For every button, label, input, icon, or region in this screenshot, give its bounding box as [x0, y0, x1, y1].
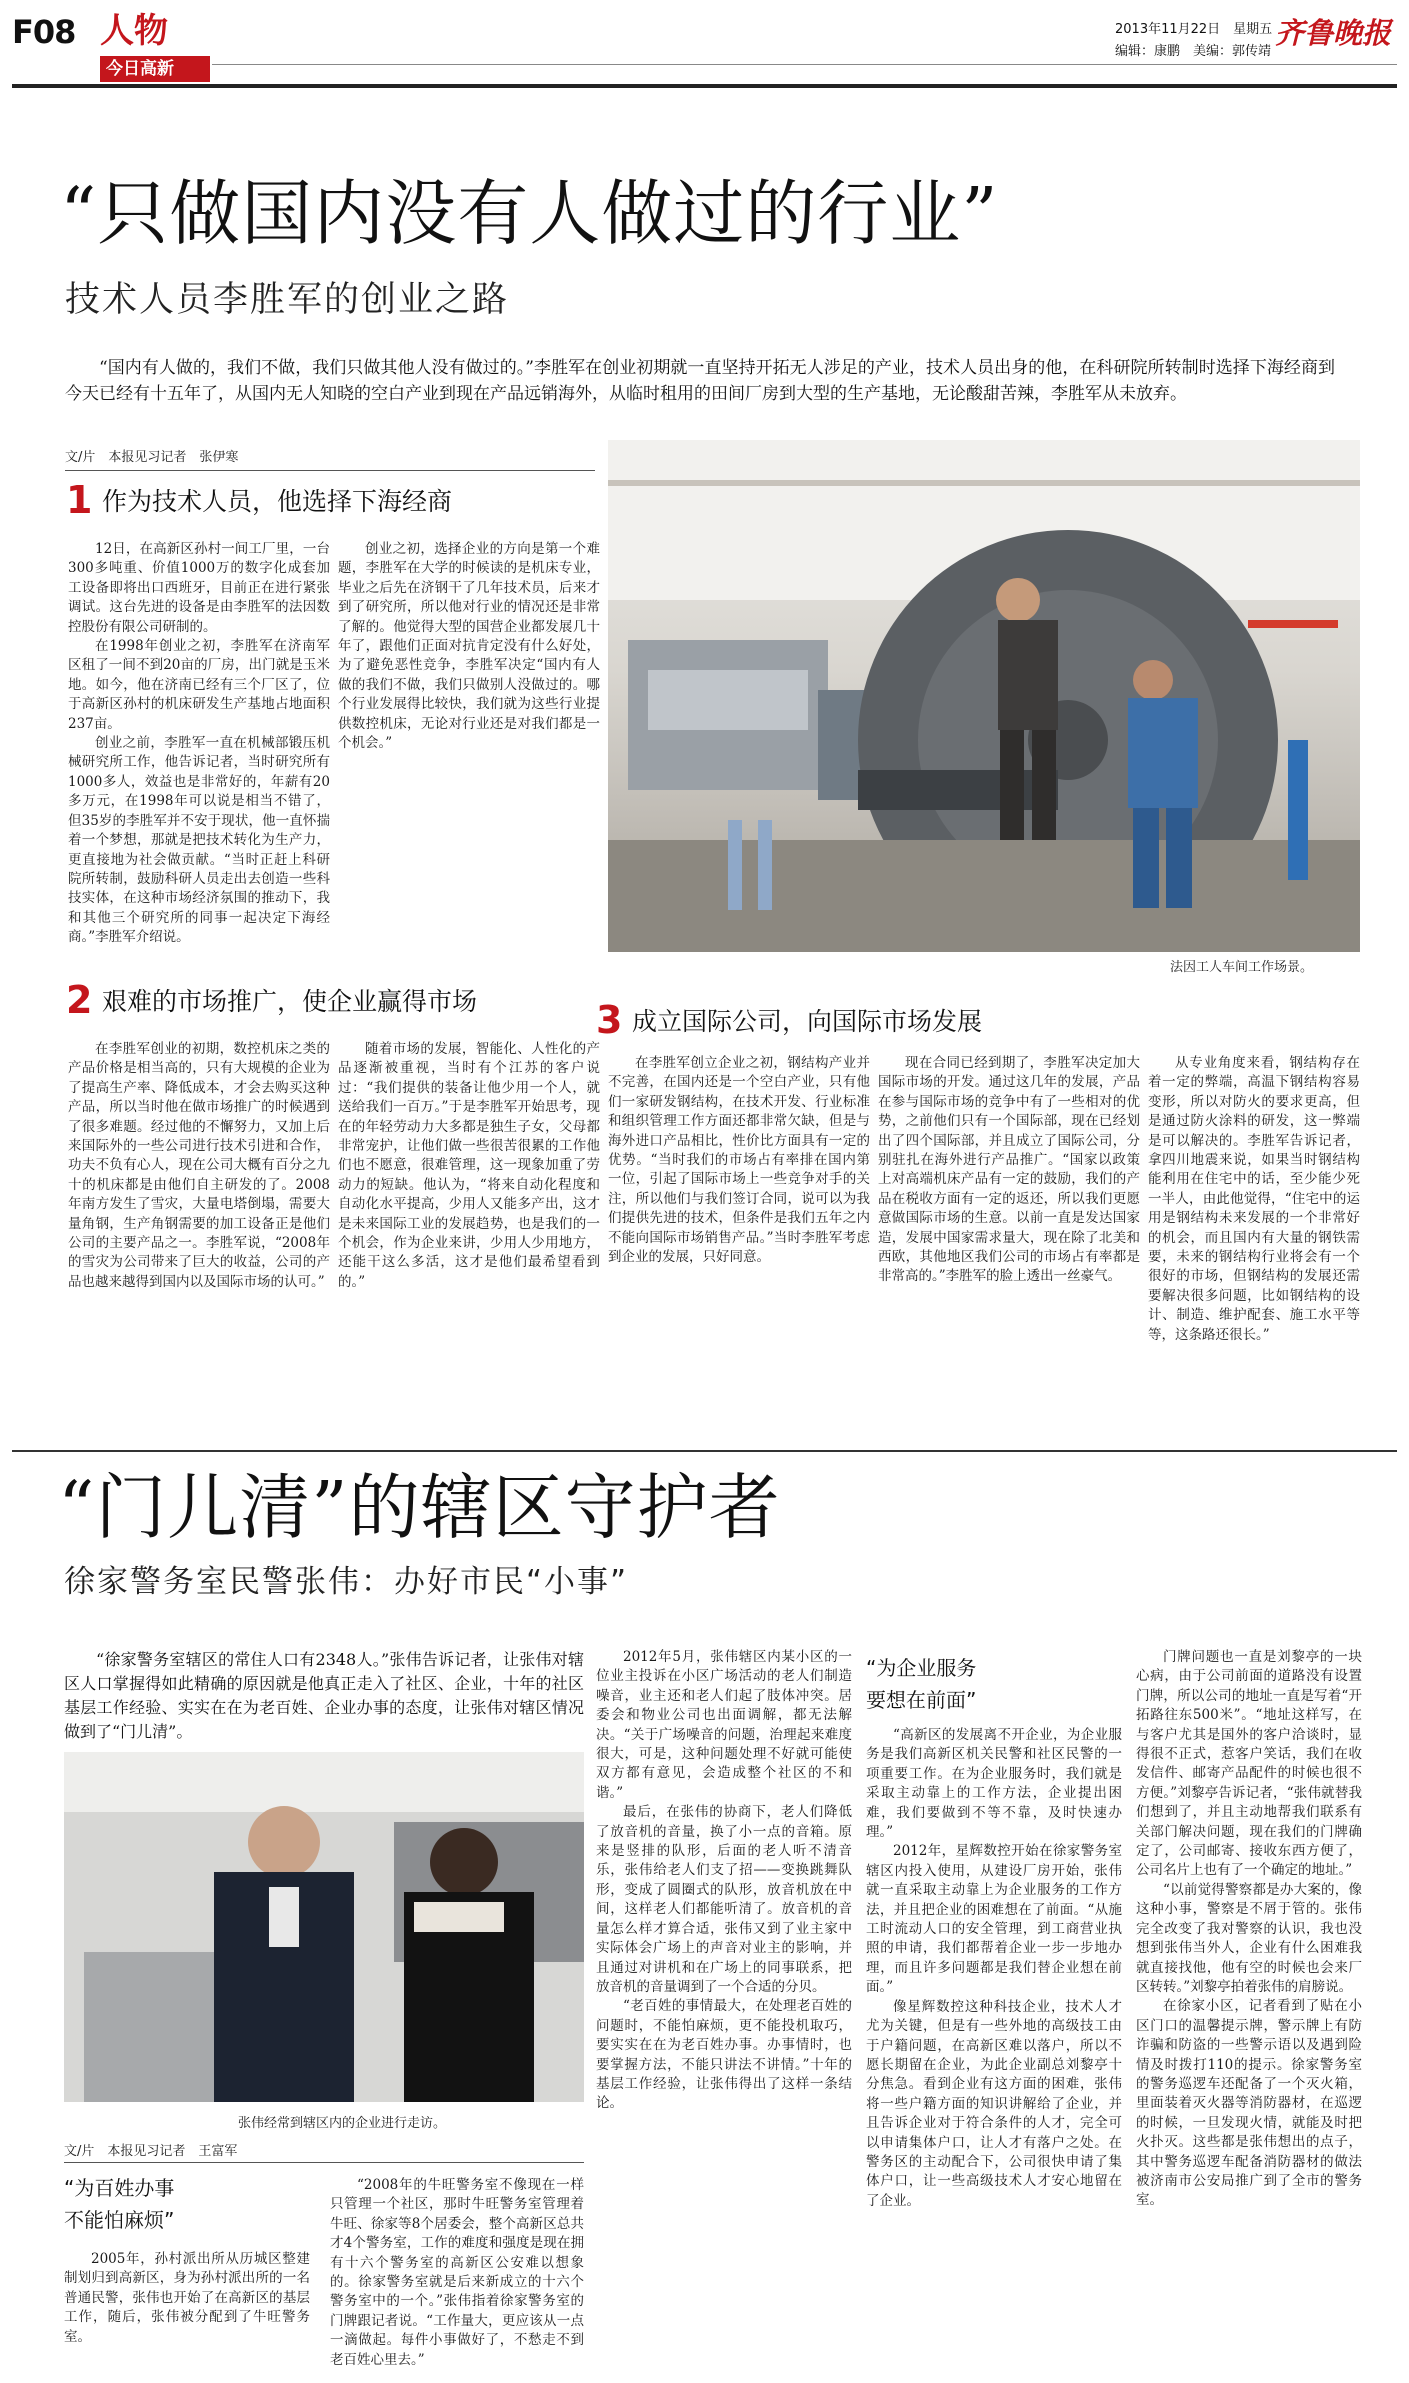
section1-col1 — [68, 540, 330, 950]
paragraph: 2012年5月，张伟辖区内某小区的一位业主投诉在小区广场活动的老人们制造噪音，业主还和老人们起了肢体冲突。居委会和物业公司也出面调解，都无法解决。“关于广场噪音的问题，治理起来难度很大，可是，这种问题处理不好就可能使双方都有意见，会造成整个社区的不和谐。” — [596, 1649, 852, 1801]
paragraph: “以前觉得警察都是办大案的，像这种小事，警察是不屑于管的。张伟完全改变了我对警察的认识，我也没想到张伟当外人，企业有什么困难我就直接找他，他有空的时候也会来厂区转转。”刘黎亭拍着张伟的肩膀说。 — [1136, 1881, 1362, 1995]
paragraph: 在徐家小区，记者看到了贴在小区门口的温馨提示牌，警示牌上有防诈骗和防盗的一些警示语以及遇到险情及时拨打110的提示。徐家警务室的警务巡逻车还配备了一个灭火箱，里面装着灭火器等消防器材，在巡逻的时候，一旦发现火情，就能及时把火扑灭。这些都是张伟想出的点子，其中警务巡逻车配备消防器材的做法被济南市公安局推广到了全市的警务室。 — [1136, 1998, 1362, 2209]
paragraph: 2005年，孙村派出所从历城区整建制划归到高新区，身为孙村派出所的一名普通民警，张伟也开始了在高新区的基层工作，随后，张伟被分配到了牛旺警务室。 — [64, 2251, 310, 2345]
story1-subheadline: 技术人员李胜军的创业之路 — [65, 280, 510, 320]
paragraph: 像星辉数控这种科技企业，技术人才尤为关键，但是有一些外地的高级技工由于户籍问题，在高新区难以落户，所以不愿长期留在企业，为此企业副总刘黎亭十分焦急。看到企业有这方面的困难，张伟将一些户籍方面的知识讲解给了企业，并且告诉企业对于符合条件的人才，完全可以申请集体户口，让人才有落户之处。在警务区的主动配合下，公司很快申请了集体户口，让一些高级技术人才安心地留在了企业。 — [866, 1998, 1122, 2209]
story2-byline: 文/片 本报见习记者 王富军 — [64, 2144, 238, 2159]
section3-col2 — [878, 1054, 1140, 1440]
police-scene-icon — [64, 1752, 584, 2102]
section1-title: 作为技术人员，他选择下海经商 — [102, 487, 453, 516]
paragraph: 在李胜军创业的初期，数控机床之类的产品价格是相当高的，只有大规模的企业为了提高生产率、降低成本，才会去购买这种产品，所以当时他在做市场推广的时候遇到了很多难题。经过他的不懈努力，又加上后来国际外的一些公司进行技术引进和合作，功夫不负有心人，现在公司大概有百分之九十的机床都是由他们自主研发的了。2008年南方发生了雪灾，大量电塔倒塌，需要大量角钢，生产角钢需要的加工设备正是他们公司的主要产品之一。李胜军说，“2008年的雪灾为公司带来了巨大的收益，公司的产品也越来越得到国内以及国际市场的认可。” — [68, 1041, 330, 1290]
story2-col1 — [64, 2250, 310, 2374]
page-code: F08 — [12, 13, 76, 51]
paragraph: 门牌问题也一直是刘黎亭的一块心病，由于公司前面的道路没有设置门牌，所以公司的地址一直是写着“开拓路往东500米”。“地址这样写，在与客户尤其是国外的客户洽谈时，显得很不正式，惹客户笑话，我们在收发信件、邮寄产品配件的时候也很不方便。”刘黎亭告诉记者，“张伟就替我们想到了，并且主动地帮我们联系有关部门解决问题，现在我们的门牌确定了，公司邮寄、接收东西方便了，公司名片上也有了一个确定的地址。” — [1136, 1649, 1362, 1879]
paragraph: 从专业角度来看，钢结构存在着一定的弊端，高温下钢结构容易变形，所以对防火的要求更高，但是通过防火涂料的研发，这一弊端是可以解决的。李胜军告诉记者，拿四川地震来说，如果当时钢结构能利用在住宅中的话，至少能少死一半人，由此他觉得，“住宅中的运用是钢结构未来发展的一个非常好的机会，而且国内有大量的钢铁需要，未来的钢结构行业将会有一个很好的市场，但钢结构的发展还需要解决很多问题，比如钢结构的设计、制造、维护配套、施工水平等等，这条路还很长。” — [1148, 1055, 1360, 1343]
subhead-a-line1: “为百姓办事 — [64, 2176, 175, 2200]
section3-col3 — [1148, 1054, 1360, 1440]
story2-col3 — [596, 1648, 852, 2374]
paragraph: “2008年的牛旺警务室不像现在一样只管理一个社区，那时牛旺警务室管理着牛旺、徐家等8个居委会，整个高新区总共才4个警务室，工作的难度和强度是现在拥有十六个警务室的高新区公安难以想象的。徐家警务室就是后来新成立的十六个警务室中的一个。”张伟指着徐家警务室的门牌跟记者说。“工作量大，更应该从一点一滴做起。每件小事做好了，不愁走不到老百姓心里去。” — [330, 2177, 584, 2368]
section3-title: 成立国际公司，向国际市场发展 — [632, 1007, 983, 1036]
paragraph: 最后，在张伟的协商下，老人们降低了放音机的音量，换了小一点的音箱。原来是竖排的队形，后面的老人听不清音乐，张伟给老人们支了招——变换跳舞队形，变成了圆圈式的队形，放音机放在中间，这样老人们都能听清了。放音机的音量怎么样才算合适，张伟又到了业主家中实际体会广场上的声音对业主的影响，并且通过对讲机和在广场上的同事联系，把放音机的音量调到了一个合适的分贝。 — [596, 1804, 852, 1995]
header-rule-thin — [212, 64, 1397, 65]
story2-headline: “门儿清”的辖区守护者 — [58, 1466, 781, 1549]
section2-col2 — [338, 1040, 600, 1440]
subhead-b-line1: “为企业服务 — [866, 1656, 977, 1680]
story1-lead: “国内有人做的，我们不做，我们只做其他人没有做过的。”李胜军在创业初期就一直坚持开拓无人涉足的产业，技术人员出身的他，在科研院所转制时选择下海经商到今天已经有十五年了，从国内无人知晓的空白产业到现在产品远销海外，从临时租用的田间厂房到大型的生产基地，无论酸甜苦辣，李胜军从未放弃。 — [65, 358, 1335, 404]
story2-byline-rule — [64, 2162, 584, 2163]
story2-col5 — [1136, 1648, 1362, 2374]
section-subtitle: 今日高新 — [106, 59, 174, 79]
paragraph: 现在合同已经到期了，李胜军决定加大国际市场的开发。通过这几年的发展，产品在参与国际市场的竞争中有了一些相对的优势，之前他们只有一个国际部，现在已经划出了四个国际部，并且成立了国际公司，分别驻扎在海外进行产品推广。“国家以政策上对高端机床产品有一定的鼓励，我们的产品在税收方面有一定的返还，所以我们更愿意做国际市场的生意。以前一直是发达国家造，发展中国家需求量大，现在除了北美和西欧，其他地区我们公司的市场占有率都是非常高的。”李胜军的脸上透出一丝豪气。 — [878, 1055, 1140, 1285]
section-subtitle-tab — [100, 56, 210, 82]
paragraph: 创业之前，李胜军一直在机械部锻压机械研究所工作，他告诉记者，当时研究所有1000多人，效益也是非常好的，年薪有20多万元，在1998年可以说是相当不错了，但35岁的李胜军并不安于现状，他一直怀揣着一个梦想，那就是把技术转化为生产力，更直接地为社会做贡献。“当时正赶上科研院所转制，鼓励科研人员走出去创造一些科技实体，在这种市场经济氛围的推动下，我和其他三个研究所的同事一起决定下海经商。”李胜军介绍说。 — [68, 735, 330, 946]
section-title: 人物 — [100, 11, 168, 51]
story1-headline: “只做国内没有人做过的行业” — [60, 172, 999, 255]
story2-lead: “徐家警务室辖区的常住人口有2348人。”张伟告诉记者，让张伟对辖区人口掌握得如此精确的原因就是他真正走入了社区、企业，十年的社区基层工作经验、实实在在为老百姓、企业办事的态度，让张伟对辖区情况做到了“门儿清”。 — [64, 1650, 584, 1741]
paragraph: 在李胜军创立企业之初，钢结构产业并不完善，在国内还是一个空白产业，只有他们一家研发钢结构，在技术开发、行业标准和组织管理工作方面还都非常欠缺，但是与海外进口产品相比，性价比方面具有一定的优势。“当时我们的市场占有率排在国内第一位，引起了国际市场上一些竞争对手的关注，所以他们与我们签订合同，说可以为我们提供先进的技术，但条件是我们五年之内不能向国际市场销售产品。”当时李胜军考虑到企业的发展，只好同意。 — [608, 1055, 870, 1266]
section3-col1 — [608, 1054, 870, 1440]
subhead-b-line2: 要想在前面” — [866, 1688, 977, 1712]
section3-number: 3 — [596, 998, 623, 1042]
newspaper-logo: 齐鲁晚报 — [1275, 16, 1392, 50]
police-photo-caption: 张伟经常到辖区内的企业进行走访。 — [238, 2116, 447, 2131]
section2-col1 — [68, 1040, 330, 1440]
section2-number: 2 — [66, 978, 93, 1022]
date-line: 2013年11月22日 星期五 — [1115, 22, 1273, 37]
workshop-photo — [608, 440, 1360, 952]
header-rule — [12, 84, 1397, 88]
paragraph: 创业之初，选择企业的方向是第一个难题，李胜军在大学的时候读的是机床专业，毕业之后先在济钢干了几年技术员，后来才到了研究所，所以他对行业的情况还是非常了解的。他觉得大型的国营企业都发展几十年了，跟他们正面对抗肯定没有什么好处，为了避免恶性竞争，李胜军决定“国内有人做的我们不做，我们只做别人没做过的。哪个行业发展得比较快，我们就为这些行业提供数控机床，无论对行业还是对我们都是一个机会。” — [338, 541, 600, 752]
section1-col2 — [338, 540, 600, 950]
section2-title: 艰难的市场推广，使企业赢得市场 — [102, 987, 478, 1016]
story-divider — [12, 1450, 1397, 1452]
paragraph: “老百姓的事情最大，在处理老百姓的问题时，不能怕麻烦，更不能投机取巧，要实实在在为老百姓办事。办事情时，也要掌握方法，不能只讲法不讲情。”十年的基层工作经验，让张伟得出了这样一条结论。 — [596, 1998, 852, 2112]
story1-byline: 文/片 本报见习记者 张伊寒 — [65, 450, 239, 465]
subhead-a-line2: 不能怕麻烦” — [64, 2208, 175, 2232]
workshop-scene-icon — [608, 440, 1360, 952]
story2-col2 — [330, 2176, 584, 2374]
paragraph: 随着市场的发展，智能化、人性化的产品逐渐被重视，当时有个江苏的客户说过：“我们提供的装备让他少用一个人，就送给我们一百万。”于是李胜军开始思考，现在的年轻劳动力大多都是独生子女，父母都非常宠护，让他们做一些很苦很累的工作他们也不愿意，很难管理，这一现象加重了劳动力的短缺。他认为，“将来自动化程度和自动化水平提高，少用人又能多产出，这才是未来国际工业的发展趋势，也是我们的一个机会，作为企业来讲，少用人少用地方，还能干这么多活，这才是他们最希望看到的。” — [338, 1041, 600, 1290]
workshop-photo-caption: 法因工人车间工作场景。 — [1170, 960, 1314, 975]
paragraph: 2012年，星辉数控开始在徐家警务室辖区内投入使用，从建设厂房开始，张伟就一直采取主动靠上为企业服务的工作方法，并且把企业的困难想在了前面。“从施工时流动人口的安全管理，到工商营业执照的申请，我们都帮着企业一步一步地办理，而且许多问题都是我们替企业想在前面。” — [866, 1843, 1122, 1996]
paragraph: “高新区的发展离不开企业，为企业服务是我们高新区机关民警和社区民警的一项重要工作。在为企业服务时，我们就是采取主动靠上的工作方法，企业提出困难，我们要做到不等不靠，及时快速办理。” — [866, 1727, 1122, 1841]
paragraph: 12日，在高新区孙村一间工厂里，一台300多吨重、价值1000万的数字化成套加工设备即将出口西班牙，目前正在进行紧张调试。这台先进的设备是由李胜军的法因数控股份有限公司研制的。 — [68, 541, 330, 635]
story2-col4 — [866, 1726, 1122, 2374]
story1-rule — [65, 470, 595, 471]
editors-line: 编辑：康鹏 美编：郭传靖 — [1115, 44, 1272, 59]
police-visit-photo — [64, 1752, 584, 2102]
paragraph: 在1998年创业之初，李胜军在济南军区租了一间不到20亩的厂房，出门就是玉米地。如今，他在济南已经有三个厂区了，位于高新区孙村的机床研发生产基地占地面积237亩。 — [68, 638, 330, 732]
story2-subheadline: 徐家警务室民警张伟：办好市民“小事” — [64, 1564, 629, 1600]
section1-number: 1 — [66, 478, 93, 522]
